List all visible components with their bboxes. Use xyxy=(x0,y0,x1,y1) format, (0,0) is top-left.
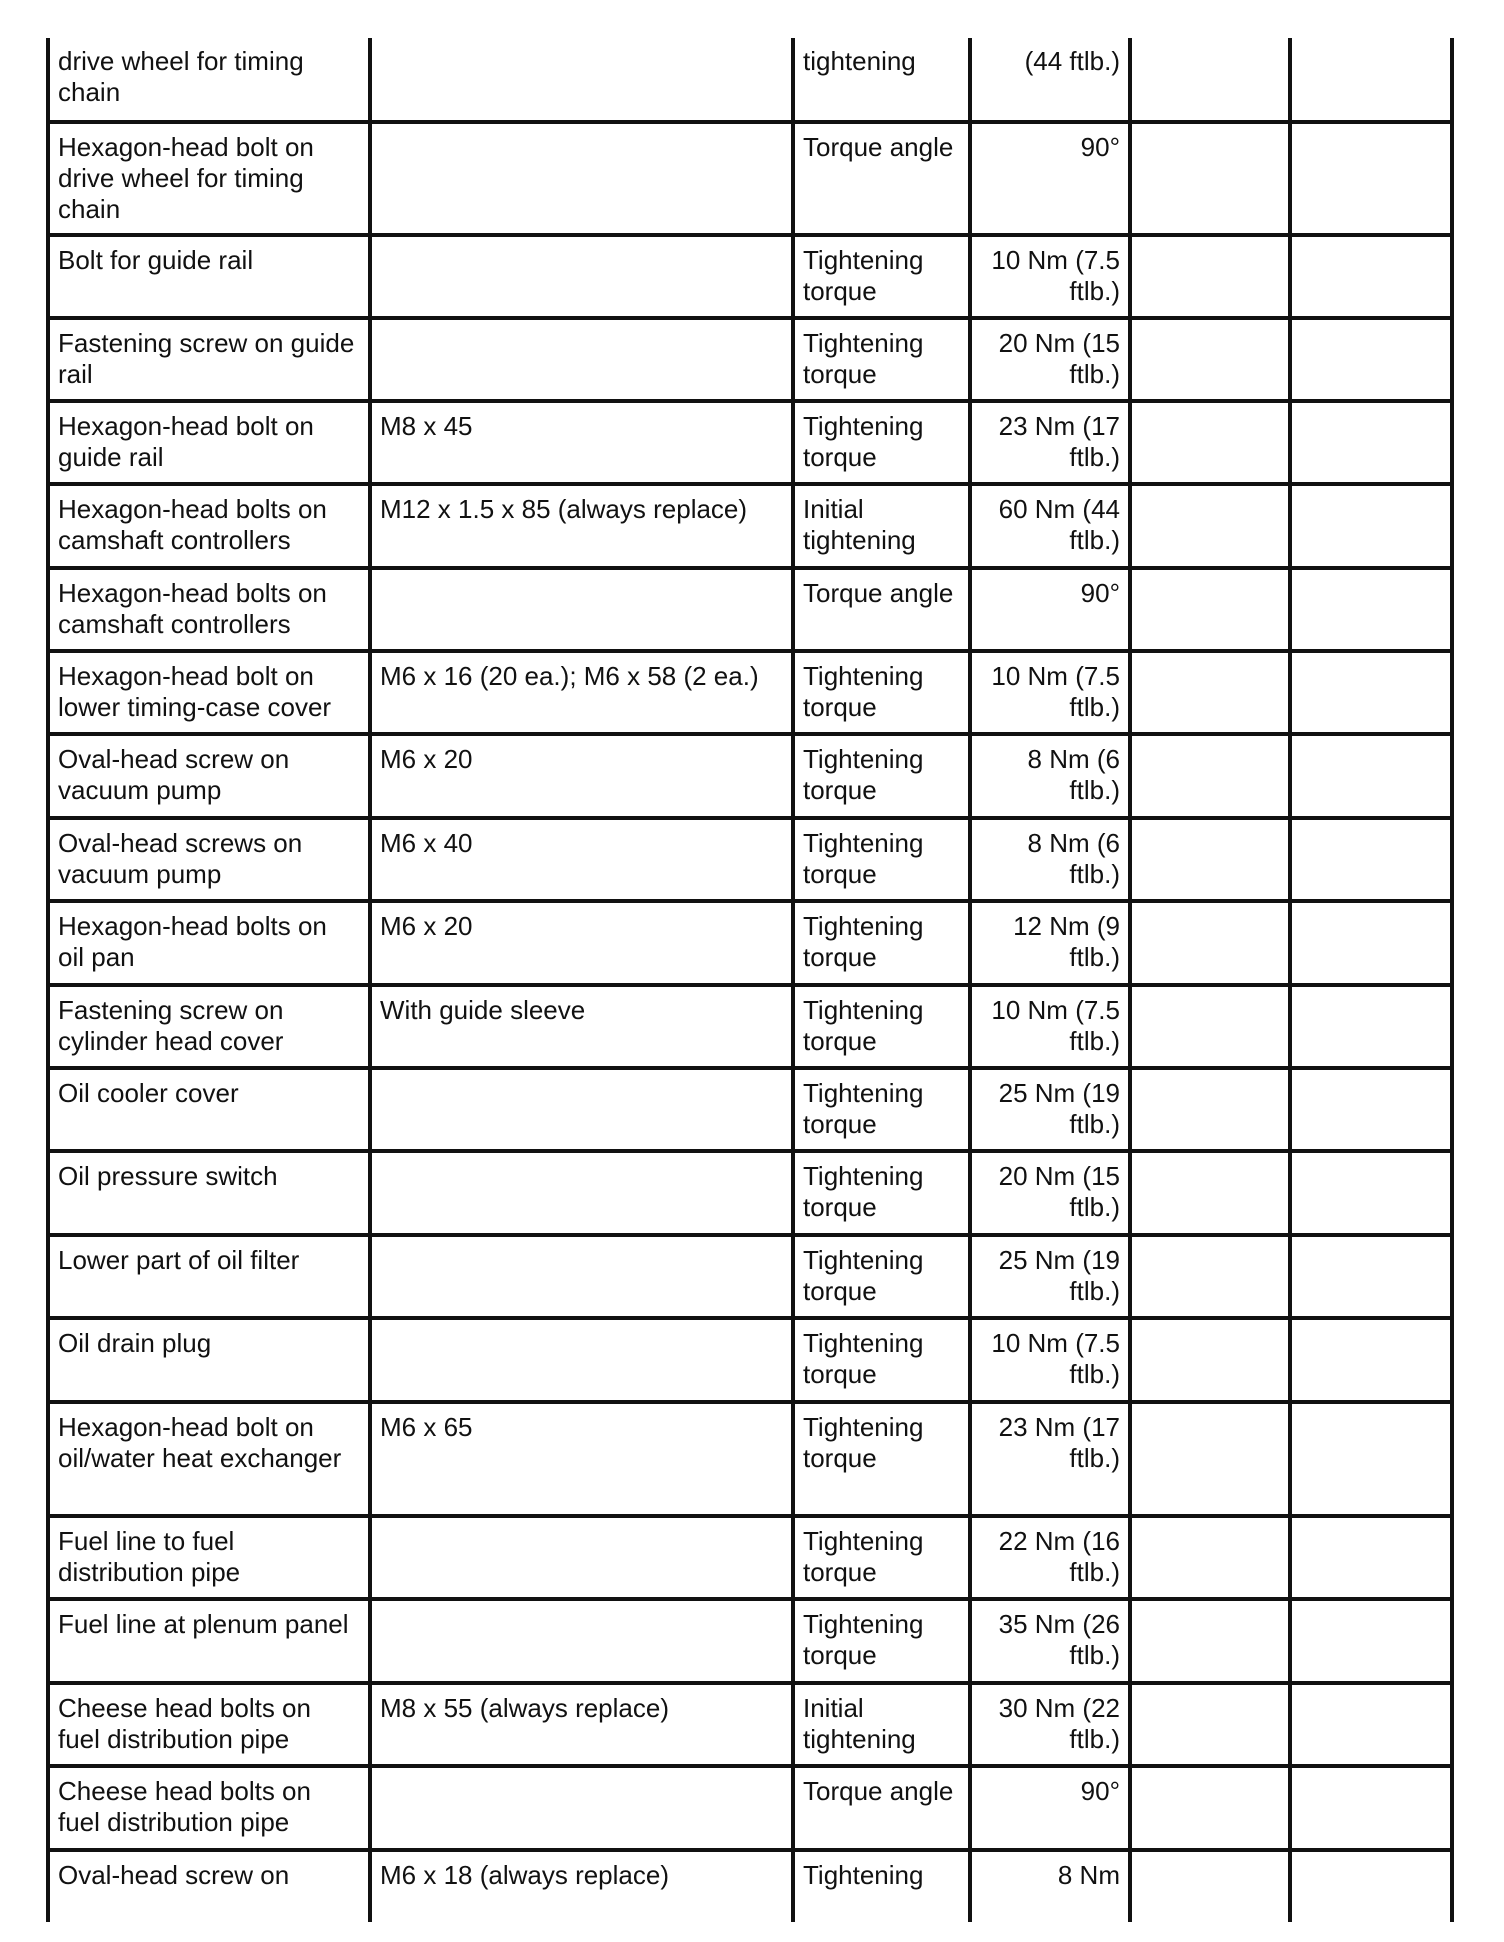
empty-cell xyxy=(1130,38,1290,122)
torque-value-cell: 10 Nm (7.5 ftlb.) xyxy=(970,985,1130,1068)
component-cell: Cheese head bolts on fuel distribution pipe xyxy=(48,1683,370,1766)
torque-value-cell: 8 Nm (6 ftlb.) xyxy=(970,818,1130,901)
empty-cell xyxy=(1130,651,1290,734)
empty-cell xyxy=(1130,1318,1290,1402)
table-row xyxy=(48,122,1452,235)
tightening-type-cell: Tightening xyxy=(793,1850,970,1922)
empty-cell xyxy=(1130,901,1290,985)
table-row xyxy=(48,1068,1452,1151)
empty-cell xyxy=(1130,401,1290,484)
component-cell: Bolt for guide rail xyxy=(48,235,370,318)
torque-value-cell: 8 Nm xyxy=(970,1850,1130,1922)
table-row xyxy=(48,651,1452,734)
torque-value-cell: 60 Nm (44 ftlb.) xyxy=(970,484,1130,568)
spec-cell: M6 x 16 (20 ea.); M6 x 58 (2 ea.) xyxy=(370,651,793,734)
table-row xyxy=(48,985,1452,1068)
table-row xyxy=(48,235,1452,318)
torque-value-cell: 35 Nm (26 ftlb.) xyxy=(970,1599,1130,1683)
empty-cell xyxy=(1290,1766,1452,1850)
table-row xyxy=(48,1516,1452,1599)
component-cell: Hexagon-head bolt on lower timing-case cover xyxy=(48,651,370,734)
component-cell: Oval-head screw on xyxy=(48,1850,370,1922)
empty-cell xyxy=(1130,235,1290,318)
component-cell: Hexagon-head bolt on drive wheel for timing chain xyxy=(48,122,370,235)
tightening-type-cell: Tightening torque xyxy=(793,1068,970,1151)
empty-cell xyxy=(1130,1068,1290,1151)
empty-cell xyxy=(1130,1402,1290,1516)
empty-cell xyxy=(1290,568,1452,651)
table-row xyxy=(48,818,1452,901)
torque-value-cell: 25 Nm (19 ftlb.) xyxy=(970,1068,1130,1151)
table-row xyxy=(48,734,1452,818)
table-row xyxy=(48,1683,1452,1766)
empty-cell xyxy=(1290,1850,1452,1922)
spec-cell xyxy=(370,1318,793,1402)
tightening-type-cell: Torque angle xyxy=(793,122,970,235)
spec-cell xyxy=(370,1516,793,1599)
tightening-type-cell: Tightening torque xyxy=(793,1599,970,1683)
table-row xyxy=(48,1766,1452,1850)
tightening-type-cell: Tightening torque xyxy=(793,318,970,401)
empty-cell xyxy=(1290,122,1452,235)
spec-cell xyxy=(370,235,793,318)
empty-cell xyxy=(1130,1683,1290,1766)
empty-cell xyxy=(1290,651,1452,734)
empty-cell xyxy=(1290,1683,1452,1766)
torque-value-cell: 20 Nm (15 ftlb.) xyxy=(970,318,1130,401)
component-cell: Oval-head screw on vacuum pump xyxy=(48,734,370,818)
empty-cell xyxy=(1130,1151,1290,1235)
torque-value-cell: 22 Nm (16 ftlb.) xyxy=(970,1516,1130,1599)
spec-cell xyxy=(370,1766,793,1850)
table-row xyxy=(48,401,1452,484)
component-cell: Lower part of oil filter xyxy=(48,1235,370,1318)
empty-cell xyxy=(1290,235,1452,318)
torque-value-cell: 30 Nm (22 ftlb.) xyxy=(970,1683,1130,1766)
empty-cell xyxy=(1290,38,1452,122)
tightening-type-cell: Tightening torque xyxy=(793,734,970,818)
torque-value-cell: 25 Nm (19 ftlb.) xyxy=(970,1235,1130,1318)
tightening-type-cell: Tightening torque xyxy=(793,651,970,734)
table-row xyxy=(48,1151,1452,1235)
tightening-type-cell: Tightening torque xyxy=(793,401,970,484)
spec-cell xyxy=(370,122,793,235)
tightening-type-cell: Torque angle xyxy=(793,1766,970,1850)
spec-cell: M6 x 20 xyxy=(370,901,793,985)
empty-cell xyxy=(1290,1318,1452,1402)
torque-value-cell: (44 ftlb.) xyxy=(970,38,1130,122)
table-row xyxy=(48,901,1452,985)
empty-cell xyxy=(1130,985,1290,1068)
component-cell: Hexagon-head bolts on camshaft controllers xyxy=(48,484,370,568)
spec-cell xyxy=(370,568,793,651)
table-row xyxy=(48,1599,1452,1683)
empty-cell xyxy=(1130,818,1290,901)
table-row xyxy=(48,318,1452,401)
empty-cell xyxy=(1290,401,1452,484)
empty-cell xyxy=(1290,1235,1452,1318)
empty-cell xyxy=(1130,1766,1290,1850)
table-row xyxy=(48,568,1452,651)
spec-cell: M6 x 40 xyxy=(370,818,793,901)
spec-cell: With guide sleeve xyxy=(370,985,793,1068)
empty-cell xyxy=(1130,568,1290,651)
spec-cell: M6 x 65 xyxy=(370,1402,793,1516)
empty-cell xyxy=(1290,734,1452,818)
empty-cell xyxy=(1130,734,1290,818)
spec-cell xyxy=(370,38,793,122)
table-row xyxy=(48,1318,1452,1402)
tightening-type-cell: tightening xyxy=(793,38,970,122)
spec-cell xyxy=(370,1599,793,1683)
tightening-type-cell: Tightening torque xyxy=(793,235,970,318)
empty-cell xyxy=(1290,1402,1452,1516)
component-cell: Fastening screw on guide rail xyxy=(48,318,370,401)
empty-cell xyxy=(1130,122,1290,235)
torque-value-cell: 8 Nm (6 ftlb.) xyxy=(970,734,1130,818)
spec-cell: M12 x 1.5 x 85 (always replace) xyxy=(370,484,793,568)
component-cell: Hexagon-head bolts on oil pan xyxy=(48,901,370,985)
torque-value-cell: 90° xyxy=(970,568,1130,651)
table-row xyxy=(48,484,1452,568)
tightening-type-cell: Tightening torque xyxy=(793,1402,970,1516)
torque-value-cell: 12 Nm (9 ftlb.) xyxy=(970,901,1130,985)
table-row xyxy=(48,1850,1452,1922)
empty-cell xyxy=(1290,1068,1452,1151)
empty-cell xyxy=(1130,1599,1290,1683)
spec-cell xyxy=(370,1068,793,1151)
component-cell: Oil pressure switch xyxy=(48,1151,370,1235)
tightening-type-cell: Tightening torque xyxy=(793,985,970,1068)
spec-cell: M6 x 20 xyxy=(370,734,793,818)
tightening-type-cell: Tightening torque xyxy=(793,1516,970,1599)
component-cell: Hexagon-head bolt on oil/water heat exchanger xyxy=(48,1402,370,1516)
empty-cell xyxy=(1290,318,1452,401)
table-row xyxy=(48,1235,1452,1318)
spec-cell: M6 x 18 (always replace) xyxy=(370,1850,793,1922)
tightening-type-cell: Tightening torque xyxy=(793,901,970,985)
tightening-type-cell: Tightening torque xyxy=(793,1151,970,1235)
torque-spec-page xyxy=(46,38,1450,1922)
spec-cell xyxy=(370,1235,793,1318)
empty-cell xyxy=(1130,1516,1290,1599)
tightening-type-cell: Initial tightening xyxy=(793,484,970,568)
torque-value-cell: 23 Nm (17 ftlb.) xyxy=(970,1402,1130,1516)
component-cell: Oval-head screws on vacuum pump xyxy=(48,818,370,901)
torque-value-cell: 90° xyxy=(970,122,1130,235)
empty-cell xyxy=(1290,484,1452,568)
torque-spec-table xyxy=(46,38,1454,1922)
tightening-type-cell: Torque angle xyxy=(793,568,970,651)
empty-cell xyxy=(1290,901,1452,985)
torque-value-cell: 23 Nm (17 ftlb.) xyxy=(970,401,1130,484)
table-body xyxy=(48,38,1452,1922)
torque-value-cell: 90° xyxy=(970,1766,1130,1850)
component-cell: drive wheel for timing chain xyxy=(48,38,370,122)
component-cell: Oil cooler cover xyxy=(48,1068,370,1151)
empty-cell xyxy=(1290,818,1452,901)
table-row xyxy=(48,1402,1452,1516)
torque-value-cell: 10 Nm (7.5 ftlb.) xyxy=(970,235,1130,318)
table-row xyxy=(48,38,1452,122)
spec-cell: M8 x 45 xyxy=(370,401,793,484)
empty-cell xyxy=(1130,1235,1290,1318)
torque-value-cell: 10 Nm (7.5 ftlb.) xyxy=(970,651,1130,734)
spec-cell xyxy=(370,1151,793,1235)
tightening-type-cell: Tightening torque xyxy=(793,1235,970,1318)
component-cell: Fuel line to fuel distribution pipe xyxy=(48,1516,370,1599)
empty-cell xyxy=(1130,1850,1290,1922)
empty-cell xyxy=(1290,1516,1452,1599)
component-cell: Oil drain plug xyxy=(48,1318,370,1402)
component-cell: Cheese head bolts on fuel distribution pipe xyxy=(48,1766,370,1850)
empty-cell xyxy=(1290,1599,1452,1683)
torque-value-cell: 10 Nm (7.5 ftlb.) xyxy=(970,1318,1130,1402)
empty-cell xyxy=(1290,1151,1452,1235)
tightening-type-cell: Initial tightening xyxy=(793,1683,970,1766)
component-cell: Hexagon-head bolts on camshaft controllers xyxy=(48,568,370,651)
component-cell: Fuel line at plenum panel xyxy=(48,1599,370,1683)
torque-value-cell: 20 Nm (15 ftlb.) xyxy=(970,1151,1130,1235)
tightening-type-cell: Tightening torque xyxy=(793,1318,970,1402)
component-cell: Fastening screw on cylinder head cover xyxy=(48,985,370,1068)
spec-cell: M8 x 55 (always replace) xyxy=(370,1683,793,1766)
empty-cell xyxy=(1290,985,1452,1068)
component-cell: Hexagon-head bolt on guide rail xyxy=(48,401,370,484)
empty-cell xyxy=(1130,484,1290,568)
spec-cell xyxy=(370,318,793,401)
empty-cell xyxy=(1130,318,1290,401)
tightening-type-cell: Tightening torque xyxy=(793,818,970,901)
